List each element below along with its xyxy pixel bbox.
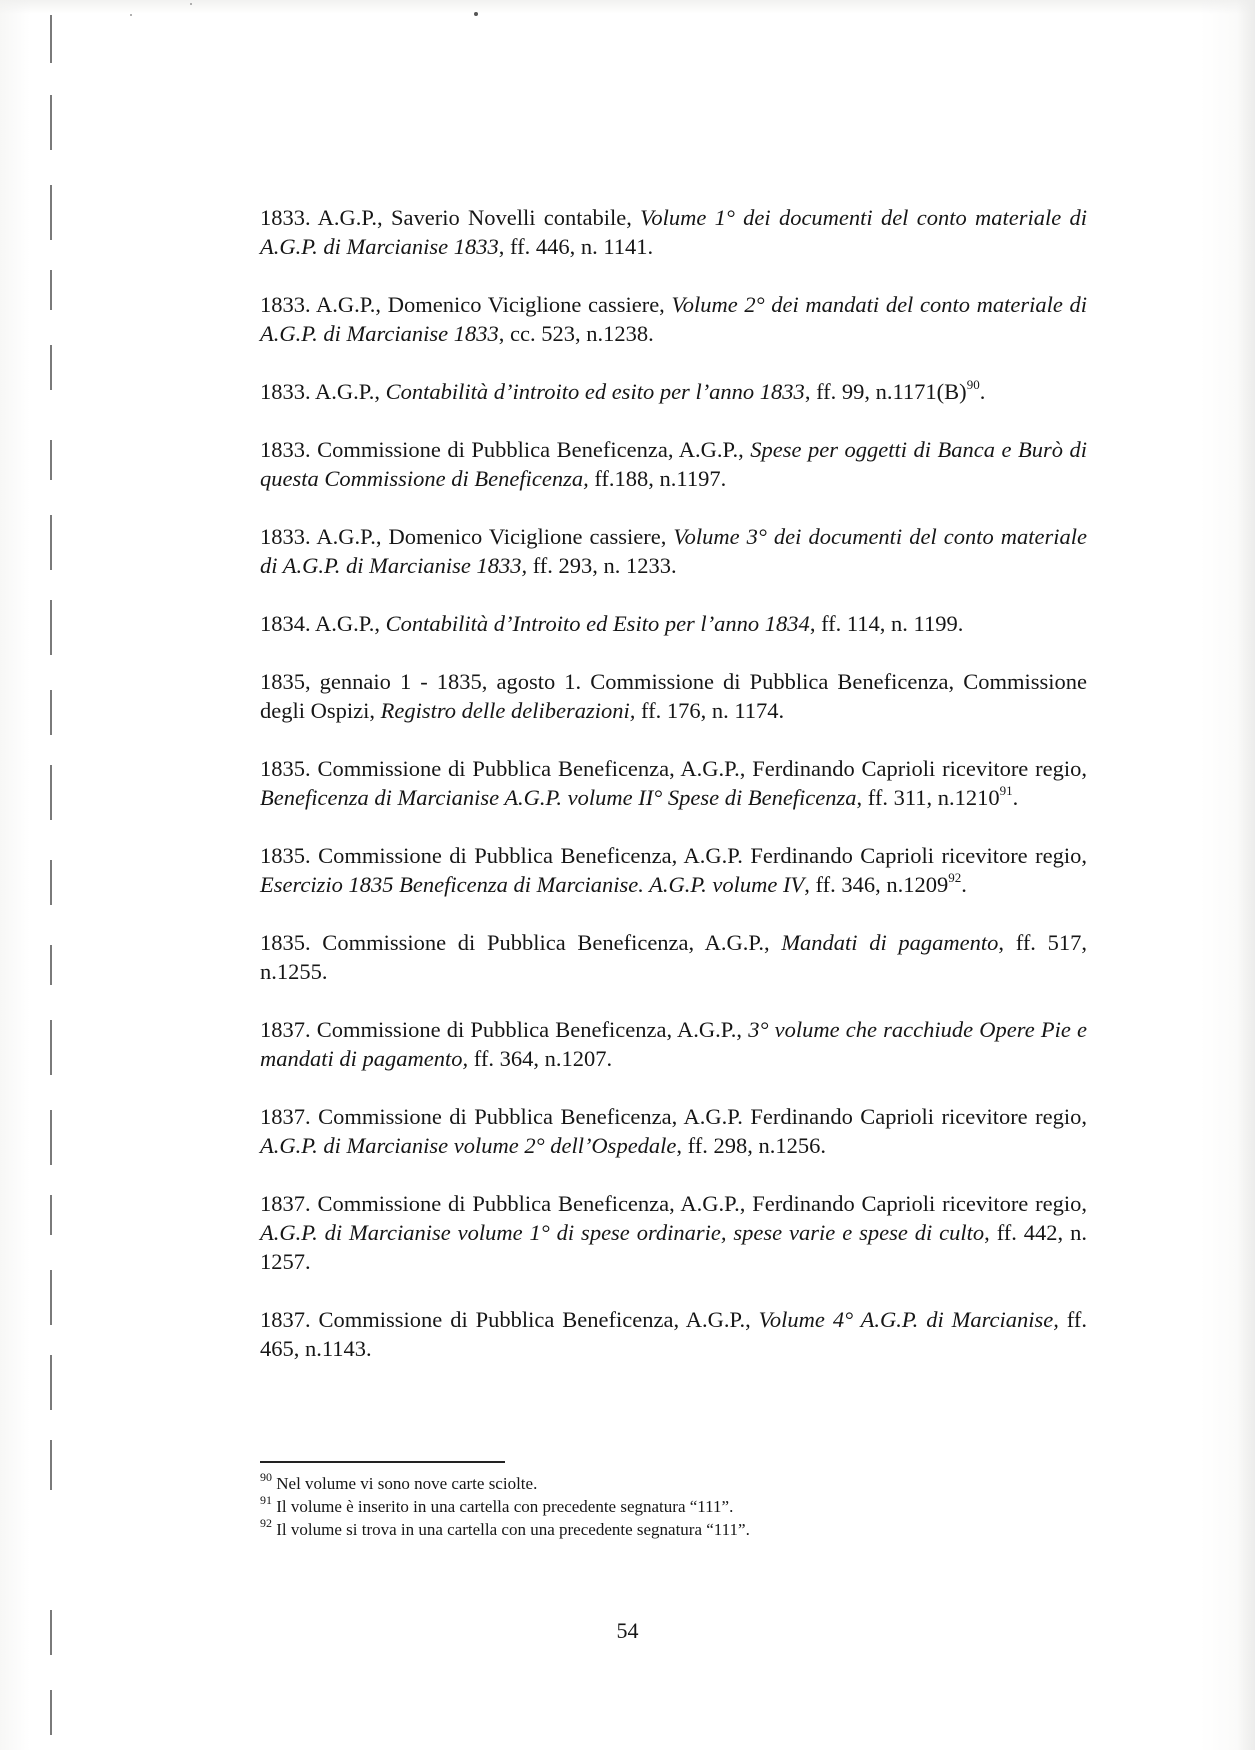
binding-mark: [50, 1690, 52, 1735]
entry-text: 1833. A.G.P.,: [260, 379, 386, 404]
entry-text: ff. 293, n. 1233.: [527, 553, 677, 578]
entry-title: Volume 2° dei mandati del conto materiale di A.G.P. di Marcianise 1833: [260, 292, 1088, 346]
page-top-shadow: [0, 0, 1255, 14]
binding-mark: [50, 185, 52, 240]
page-number: 54: [616, 1618, 639, 1643]
entry-text: 1833. A.G.P., Saverio Novelli contabile,: [260, 205, 641, 230]
entry-text: 1835, gennaio 1 - 1835, agosto 1. Commissione di Pubblica Beneficenza, Commissione degli Ospizi,: [260, 669, 1087, 723]
binding-mark: [50, 1195, 52, 1235]
footnote-reference[interactable]: 90: [966, 376, 980, 392]
footnote-number: 90: [260, 1470, 272, 1485]
entry-text: 1837. Commissione di Pubblica Beneficenza, A.G.P.,: [260, 1017, 749, 1042]
bibliography-entry: [260, 290, 1087, 348]
entry-title: Registro delle deliberazioni,: [380, 698, 636, 723]
footnote-text: Il volume è inserito in una cartella con precedente segnatura “111”.: [272, 1497, 734, 1516]
entry-title: Volume 3° dei documenti del conto materiale di A.G.P. di Marcianise 1833,: [260, 524, 1088, 578]
bibliography-entry: [260, 928, 1087, 986]
entry-text: , ff. 346, n.1209: [804, 872, 949, 897]
entry-text: ff. 176, n. 1174.: [635, 698, 785, 723]
entry-text: .: [979, 379, 986, 404]
entry-text: , ff. 298, n.1256.: [676, 1133, 827, 1158]
binding-mark: [50, 15, 52, 63]
binding-mark: [50, 270, 52, 310]
entry-text: , ff. 114, n. 1199.: [809, 611, 964, 636]
footnote-number: 91: [260, 1493, 272, 1508]
entry-text: 1833. Commissione di Pubblica Beneficenza, A.G.P.,: [260, 437, 751, 462]
footnote: [260, 1518, 1090, 1541]
bibliography-entry: [260, 609, 1087, 638]
entry-title: Beneficenza di Marcianise A.G.P. volume II° Spese di Beneficenza: [260, 785, 857, 810]
binding-mark: [50, 690, 52, 735]
footnote-text: Nel volume vi sono nove carte sciolte.: [272, 1474, 538, 1493]
bibliography-entry: [260, 1102, 1087, 1160]
bibliography-entry: [260, 1015, 1087, 1073]
bibliography-entry: [260, 377, 1087, 406]
entry-text: 1835. Commissione di Pubblica Beneficenza, A.G.P.,: [260, 930, 782, 955]
binding-mark: [50, 1020, 52, 1075]
scan-speck: [130, 14, 132, 16]
binding-mark: [50, 600, 52, 655]
bibliography-entry: [260, 1189, 1087, 1276]
scan-speck: [474, 12, 478, 16]
footnote: [260, 1495, 1090, 1518]
entry-text: 1833. A.G.P., Domenico Viciglione cassiere,: [260, 524, 674, 549]
entry-text: ff. 364, n.1207.: [468, 1046, 613, 1071]
entry-text: 1837. Commissione di Pubblica Beneficenza, A.G.P., Ferdinando Caprioli ricevitore regio,: [260, 1191, 1087, 1216]
footnote-number: 92: [260, 1516, 272, 1531]
entry-text: , ff. 446, n. 1141.: [498, 234, 654, 259]
page-right-shadow: [1237, 0, 1255, 1750]
entry-title: 3° volume che racchiude Opere Pie e mandati di pagamento,: [260, 1017, 1087, 1071]
entry-text: ff. 465, n.1143.: [260, 1307, 1087, 1361]
entry-text: .: [961, 872, 967, 897]
entry-text: 1835. Commissione di Pubblica Beneficenza, A.G.P., Ferdinando Caprioli ricevitore regio,: [260, 756, 1087, 781]
binding-mark: [50, 515, 52, 570]
binding-mark: [50, 945, 52, 985]
footnote-reference[interactable]: 91: [999, 782, 1013, 798]
entry-title: A.G.P. di Marcianise volume 2° dell’Ospedale: [260, 1133, 677, 1158]
footnotes: [260, 1472, 1090, 1541]
footnote-text: Il volume si trova in una cartella con una precedente segnatura “111”.: [272, 1520, 750, 1539]
entry-text: , ff. 442, n. 1257.: [260, 1220, 1087, 1274]
bibliography-entry: [260, 754, 1087, 812]
binding-mark: [50, 95, 52, 150]
footnote-separator: [260, 1461, 505, 1463]
binding-mark: [50, 1270, 52, 1325]
entry-title: Volume 1° dei documenti del conto materiale di A.G.P. di Marcianise 1833: [260, 205, 1087, 259]
entry-text: 1837. Commissione di Pubblica Beneficenza, A.G.P.,: [260, 1307, 759, 1332]
bibliography-entry: [260, 522, 1087, 580]
entry-title: Contabilità d’introito ed esito per l’anno 1833: [385, 379, 805, 404]
entry-title: Esercizio 1835 Beneficenza di Marcianise. A.G.P. volume IV: [260, 872, 805, 897]
footnote: [260, 1472, 1090, 1495]
entry-text: , ff. 99, n.1171(B): [804, 379, 967, 404]
entry-text: , cc. 523, n.1238.: [498, 321, 654, 346]
entry-text: 1837. Commissione di Pubblica Beneficenza, A.G.P. Ferdinando Caprioli ricevitore regio,: [260, 1104, 1087, 1129]
binding-mark: [50, 1440, 52, 1490]
entry-text: .: [1012, 785, 1019, 810]
bibliography-entry: [260, 203, 1087, 261]
bibliography-entry: [260, 1305, 1087, 1363]
binding-mark: [50, 860, 52, 905]
entry-text: ff.188, n.1197.: [588, 466, 727, 491]
bibliography-entry: [260, 667, 1087, 725]
entry-title: Spese per oggetti di Banca e Burò di questa Commissione di Beneficenza,: [260, 437, 1087, 491]
entry-title: A.G.P. di Marcianise volume 1° di spese ordinarie, spese varie e spese di culto: [260, 1220, 985, 1245]
scan-speck: [190, 3, 192, 5]
entry-title: Contabilità d’Introito ed Esito per l’anno 1834: [385, 611, 810, 636]
entry-text: , ff. 311, n.1210: [856, 785, 1000, 810]
bibliography-entry: [260, 841, 1087, 899]
binding-mark: [50, 440, 52, 480]
entry-text: 1834. A.G.P.,: [260, 611, 386, 636]
binding-mark: [50, 1110, 52, 1165]
entry-title: Mandati di pagamento: [781, 930, 999, 955]
entry-title: Volume 4° A.G.P. di Marcianise,: [758, 1307, 1059, 1332]
entry-text: 1833. A.G.P., Domenico Viciglione cassiere,: [260, 292, 672, 317]
binding-mark: [50, 1355, 52, 1410]
entry-text: , ff. 517, n.1255.: [260, 930, 1087, 984]
bibliography-entry: [260, 435, 1087, 493]
footnote-reference[interactable]: 92: [948, 869, 962, 885]
entry-text: 1835. Commissione di Pubblica Beneficenza, A.G.P. Ferdinando Caprioli ricevitore regio,: [260, 843, 1087, 868]
bibliography-entries: [260, 203, 1087, 1392]
binding-mark: [50, 765, 52, 820]
binding-mark: [50, 345, 52, 390]
